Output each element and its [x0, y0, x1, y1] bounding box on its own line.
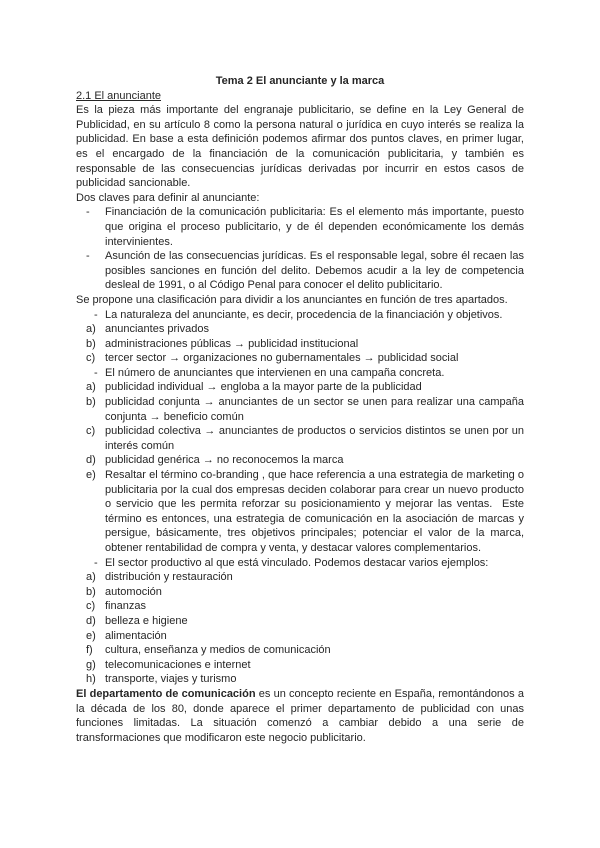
list-item	[76, 585, 524, 600]
letter-marker: b)	[86, 396, 96, 409]
letter-marker: e)	[86, 469, 96, 482]
list-item	[76, 629, 524, 644]
closing-paragraph	[76, 687, 524, 745]
letter-marker: d)	[86, 454, 96, 467]
intro-paragraph: Es la pieza más importante del engranaje publicitario, se define en la Ley General de Publicidad, en su artículo 8 como la persona natural o jurídica en cuyo interés se realiza la publicidad. En base a esta definición podemos afirmar dos puntos claves, en primer lugar, es el encargado de la financiación de la comunicación publicitaria, y también es responsable de las consecuencias jurídicas derivadas por incurrir en estos casos de publicidad sancionable.	[76, 104, 524, 190]
list-item-text: Financiación de la comunicación publicitaria: Es el elemento más importante, puesto que origina el proceso publicitario, y de él dependen económicamente los demás intervinientes.	[105, 206, 524, 248]
letter-marker: c)	[86, 600, 96, 613]
list-item-text: cultura, enseñanza y medios de comunicación	[105, 644, 331, 657]
list-item-text: anunciantes privados	[105, 323, 209, 336]
list-item	[76, 468, 524, 556]
letter-marker: c)	[86, 425, 96, 438]
closing-lead-bold: El departamento de comunicación	[76, 687, 256, 700]
list-item	[76, 599, 524, 614]
classification-criterion	[76, 366, 524, 381]
list-item	[76, 658, 524, 673]
letter-marker: g)	[86, 658, 96, 671]
criterion-text: La naturaleza del anunciante, es decir, procedencia de la financiación y objetivos.	[105, 308, 503, 321]
list-item-text: publicidad colectiva → anunciantes de productos o servicios distintos se unen por un interés común	[105, 425, 524, 452]
letter-marker: a)	[86, 571, 96, 584]
criterion-text: El número de anunciantes que intervienen en una campaña concreta.	[105, 366, 445, 379]
list-item-text: transporte, viajes y turismo	[105, 673, 237, 686]
list-item	[76, 380, 524, 395]
list-item	[76, 614, 524, 629]
criterion-text: El sector productivo al que está vinculado. Podemos destacar varios ejemplos:	[105, 556, 489, 569]
list-item-text: Resaltar el término co-branding , que hace referencia a una estrategia de marketing o publicitaria por la cual dos empresas deciden colaborar para crear un nuevo producto o servicio que les permita reforzar su posicionamiento y mejorar las ventas. Este término es entonces, una estrategia de comunicación en la asociación de marcas y persigue, básicamente, tres objetivos principales; potenciar el valor de la marca, obtener rentabilidad de compra y venta, y destacar valores complementarios.	[105, 469, 524, 554]
keys-intro: Dos claves para definir al anunciante:	[76, 191, 260, 204]
keys-list	[76, 205, 524, 293]
list-item	[76, 570, 524, 585]
list-item	[76, 351, 524, 366]
section-heading: 2.1 El anunciante	[76, 89, 162, 102]
list-item-text: alimentación	[105, 629, 167, 642]
list-item-text: tercer sector → organizaciones no gubernamentales → publicidad social	[105, 352, 459, 365]
list-item-text: publicidad genérica → no reconocemos la marca	[105, 454, 344, 467]
dash-bullet: -	[94, 308, 98, 321]
classification-intro: Se propone una clasificación para dividir a los anunciantes en función de tres apartados.	[76, 293, 508, 306]
classification-criterion	[76, 556, 524, 571]
letter-marker: b)	[86, 337, 96, 350]
list-item	[76, 249, 524, 293]
letter-marker: c)	[86, 352, 96, 365]
letter-marker: h)	[86, 673, 96, 686]
dash-bullet: -	[94, 366, 98, 379]
list-item	[76, 672, 524, 687]
document-title: Tema 2 El anunciante y la marca	[215, 75, 385, 87]
list-item	[76, 205, 524, 249]
list-item-text: belleza e higiene	[105, 614, 188, 627]
dash-bullet: -	[86, 206, 90, 219]
classification-list	[76, 308, 524, 687]
list-item	[76, 337, 524, 352]
dash-bullet: -	[94, 556, 98, 569]
list-item-text: administraciones públicas → publicidad institucional	[105, 337, 359, 350]
list-item	[76, 322, 524, 337]
list-item-text: publicidad conjunta → anunciantes de un sector se unen para realizar una campaña conjunta → beneficio común	[105, 396, 524, 423]
letter-marker: a)	[86, 381, 96, 394]
list-item-text: automoción	[105, 585, 162, 598]
list-item-text: finanzas	[105, 600, 146, 613]
list-item-text: publicidad individual → engloba a la mayor parte de la publicidad	[105, 381, 422, 394]
letter-marker: a)	[86, 323, 96, 336]
list-item	[76, 643, 524, 658]
dash-bullet: -	[86, 250, 90, 263]
letter-marker: e)	[86, 629, 96, 642]
letter-marker: b)	[86, 585, 96, 598]
list-item	[76, 424, 524, 453]
classification-criterion	[76, 308, 524, 323]
list-item-text: telecomunicaciones e internet	[105, 658, 251, 671]
closing-rest: es un concepto reciente en España, remontándonos a la década de los 80, donde aparece el primer departamento de publicidad con unas funciones limitadas. La situación comenzó a cambiar debido a una serie de transformaciones que modificaron este negocio publicitario.	[76, 687, 524, 744]
list-item	[76, 395, 524, 424]
list-item-text: Asunción de las consecuencias jurídicas. Es el responsable legal, sobre él recaen las posibles sanciones en función del delito. Debemos acudir a la ley de competencia desleal de 1991, o al Código Penal para conocer el delito publicitario.	[105, 250, 524, 292]
list-item-text: distribución y restauración	[105, 571, 233, 584]
list-item	[76, 453, 524, 468]
letter-marker: f)	[86, 644, 93, 657]
letter-marker: d)	[86, 614, 96, 627]
